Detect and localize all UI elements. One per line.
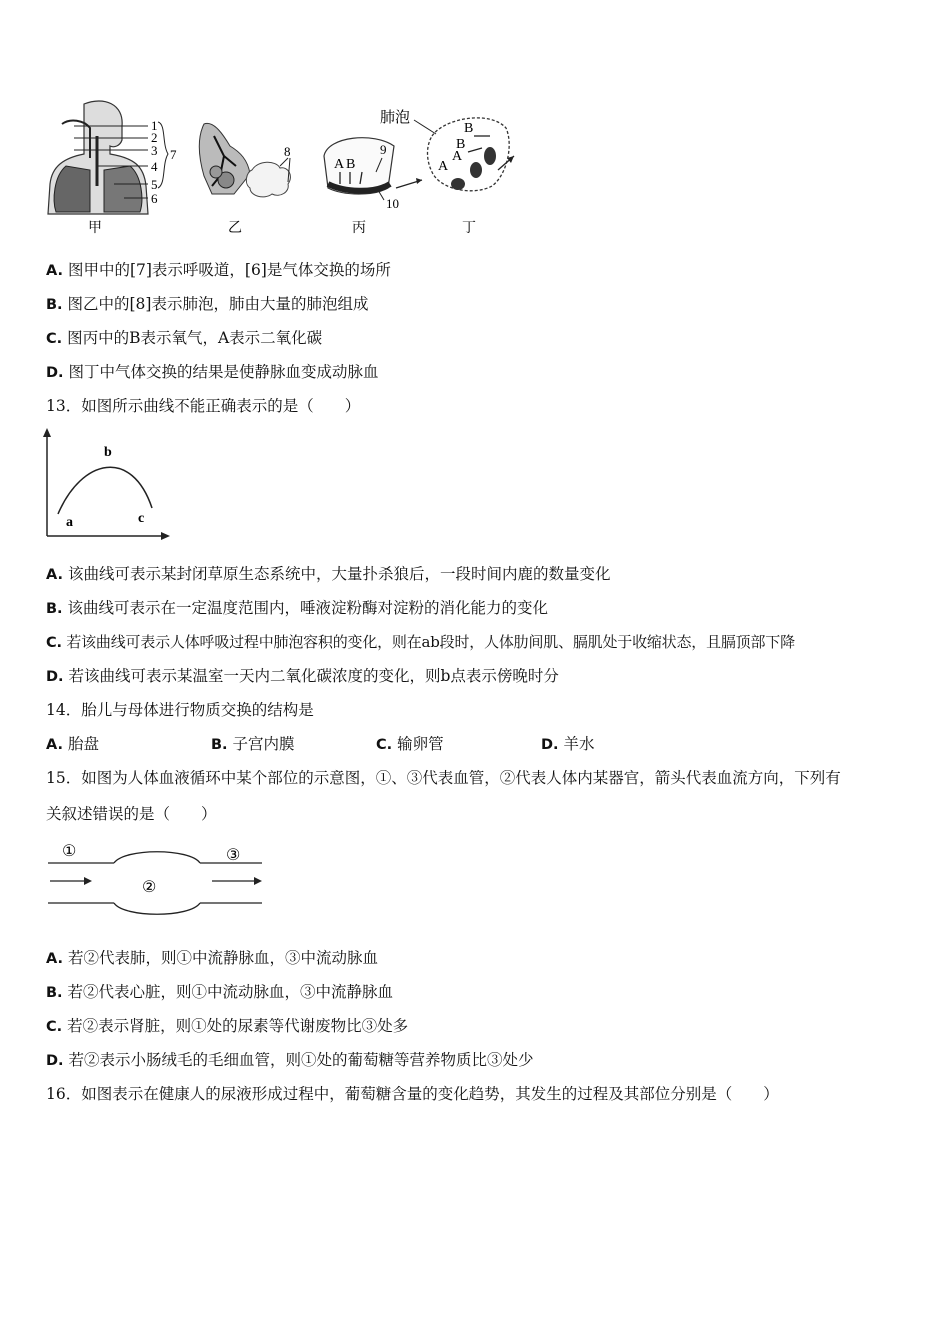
alveolus-label: 肺泡 bbox=[380, 110, 411, 126]
gas-label-a-bing: A bbox=[334, 157, 345, 172]
curve-label-a: a bbox=[66, 515, 73, 530]
q15-option-a: A. 若②代表肺，则①中流静脉血，③中流动脉血 bbox=[46, 949, 378, 967]
q14-stem: 14．胎儿与母体进行物质交换的结构是 bbox=[46, 701, 314, 719]
vessel-label-3: ③ bbox=[226, 847, 241, 864]
q15-option-b-text: 若②代表心脏，则①中流动脉血，③中流静脉血 bbox=[67, 983, 394, 1001]
label-7: 7 bbox=[170, 147, 177, 162]
label-6: 6 bbox=[151, 191, 158, 206]
caption-jia: 甲 bbox=[88, 221, 102, 236]
label-5: 5 bbox=[151, 177, 158, 192]
figure-bing bbox=[324, 138, 422, 236]
q15-stem-line1: 15．如图为人体血液循环中某个部位的示意图，①、③代表血管，②代表人体内某器官，箭头代表血流方向，下列有 bbox=[46, 769, 841, 787]
q12-option-d: D. 图丁中气体交换的结果是使静脉血变成动脉血 bbox=[46, 363, 379, 381]
q15-stem-line2: 关叙述错误的是（ ） bbox=[46, 805, 217, 823]
q15-option-c: C. 若②表示肾脏，则①处的尿素等代谢废物比③处多 bbox=[46, 1017, 409, 1035]
q12-option-d-text: 图丁中气体交换的结果是使静脉血变成动脉血 bbox=[68, 363, 379, 381]
gas-label-b-ding1: B bbox=[464, 121, 474, 136]
q12-option-a: A. 图甲中的[7]表示呼吸道，[6]是气体交换的场所 bbox=[46, 261, 391, 279]
gas-label-b-bing: B bbox=[346, 157, 356, 172]
q13-curve-figure bbox=[42, 428, 172, 544]
label-10: 10 bbox=[386, 196, 399, 211]
curve-line bbox=[58, 467, 152, 514]
gas-label-a-ding1: A bbox=[452, 149, 463, 164]
curve-label-b: b bbox=[104, 445, 112, 460]
q14-option-d: D. 羊水 bbox=[541, 735, 595, 753]
label-4: 4 bbox=[151, 159, 158, 174]
caption-ding: 丁 bbox=[462, 221, 476, 236]
q13-option-a: A. 该曲线可表示某封闭草原生态系统中，大量扑杀狼后，一段时间内鹿的数量变化 bbox=[46, 565, 611, 583]
q12-option-b-text: 图乙中的[8]表示肺泡，肺由大量的肺泡组成 bbox=[67, 295, 369, 313]
caption-yi: 乙 bbox=[228, 221, 242, 236]
q12-option-a-text: 图甲中的[7]表示呼吸道，[6]是气体交换的场所 bbox=[67, 261, 391, 279]
label-8: 8 bbox=[284, 144, 291, 159]
q12-option-c-text: 图丙中的B表示氧气，A表示二氧化碳 bbox=[67, 329, 323, 347]
q13-option-c-text: 若该曲线可表示人体呼吸过程中肺泡容积的变化，则在ab段时，人体肋间肌、膈肌处于收缩状态，且膈顶部下降 bbox=[66, 633, 795, 651]
label-9: 9 bbox=[380, 142, 387, 157]
q15-option-c-text: 若②表示肾脏，则①处的尿素等代谢废物比③处多 bbox=[67, 1017, 409, 1035]
vessel-label-1: ① bbox=[62, 843, 77, 860]
q13-option-d: D. 若该曲线可表示某温室一天内二氧化碳浓度的变化，则b点表示傍晚时分 bbox=[46, 667, 559, 685]
q15-option-d-text: 若②表示小肠绒毛的毛细血管，则①处的葡萄糖等营养物质比③处少 bbox=[68, 1051, 534, 1069]
q13-option-d-text: 若该曲线可表示某温室一天内二氧化碳浓度的变化，则b点表示傍晚时分 bbox=[68, 667, 559, 685]
q14-option-b: B. 子宫内膜 bbox=[211, 735, 295, 753]
q15-option-d: D. 若②表示小肠绒毛的毛细血管，则①处的葡萄糖等营养物质比③处少 bbox=[46, 1051, 534, 1069]
q13-option-a-text: 该曲线可表示某封闭草原生态系统中，大量扑杀狼后，一段时间内鹿的数量变化 bbox=[67, 565, 611, 583]
organ-label-2: ② bbox=[142, 879, 157, 896]
q12-option-b: B. 图乙中的[8]表示肺泡，肺由大量的肺泡组成 bbox=[46, 295, 369, 313]
label-3: 3 bbox=[151, 143, 158, 158]
q13-option-c: C. 若该曲线可表示人体呼吸过程中肺泡容积的变化，则在ab段时，人体肋间肌、膈肌处于收缩状态，且膈顶部下降 bbox=[46, 633, 795, 651]
q14-option-a: A. 胎盘 bbox=[46, 735, 99, 753]
respiratory-figure bbox=[44, 96, 524, 238]
figure-jia bbox=[48, 101, 177, 236]
q15-vessel-figure bbox=[44, 836, 268, 918]
q15-option-a-text: 若②代表肺，则①中流静脉血，③中流动脉血 bbox=[67, 949, 378, 967]
q13-stem: 13．如图所示曲线不能正确表示的是（ ） bbox=[46, 397, 361, 415]
figure-yi bbox=[199, 123, 290, 236]
q14-option-c: C. 输卵管 bbox=[376, 735, 444, 753]
q13-option-b: B. 该曲线可表示在一定温度范围内，唾液淀粉酶对淀粉的消化能力的变化 bbox=[46, 599, 549, 617]
q12-option-c: C. 图丙中的B表示氧气，A表示二氧化碳 bbox=[46, 329, 323, 347]
curve-label-c: c bbox=[138, 511, 145, 526]
label-1: 1 bbox=[151, 118, 158, 133]
figure-ding bbox=[380, 108, 514, 236]
gas-label-b-ding2: B bbox=[456, 137, 466, 152]
caption-bing: 丙 bbox=[352, 221, 366, 236]
q15-option-b: B. 若②代表心脏，则①中流动脉血，③中流静脉血 bbox=[46, 983, 394, 1001]
gas-label-a-ding2: A bbox=[438, 159, 449, 174]
q13-option-b-text: 该曲线可表示在一定温度范围内，唾液淀粉酶对淀粉的消化能力的变化 bbox=[67, 599, 549, 617]
q14-options bbox=[46, 734, 595, 755]
label-2: 2 bbox=[151, 130, 158, 145]
q16-stem: 16．如图表示在健康人的尿液形成过程中，葡萄糖含量的变化趋势，其发生的过程及其部位分别是（ ） bbox=[46, 1085, 779, 1103]
